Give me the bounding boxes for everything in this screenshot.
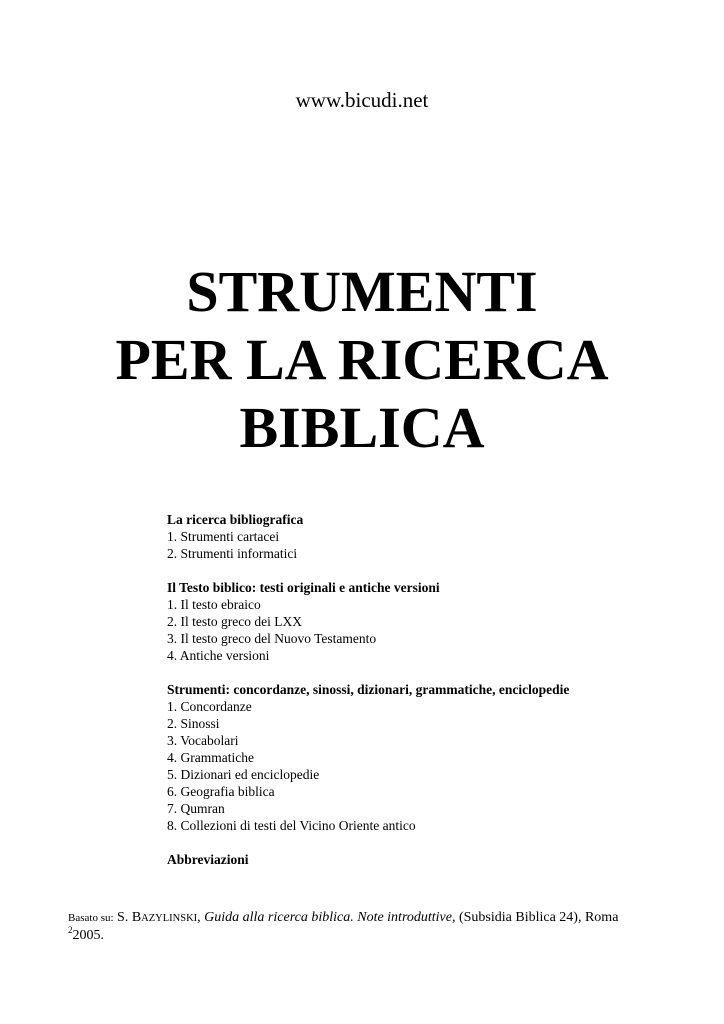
- toc-item: 8. Collezioni di testi del Vicino Oriente antico: [167, 818, 416, 833]
- toc-item: 1. Il testo ebraico: [167, 597, 261, 612]
- toc-item: 7. Qumran: [167, 801, 225, 816]
- title-line-1: STRUMENTI: [186, 259, 538, 324]
- document-title: [0, 258, 724, 462]
- toc-item: 5. Dizionari ed enciclopedie: [167, 767, 320, 782]
- toc-item: 2. Il testo greco dei LXX: [167, 614, 302, 629]
- toc-heading: Il Testo biblico: testi originali e antiche versioni: [167, 580, 440, 595]
- toc-item: 4. Antiche versioni: [167, 648, 270, 663]
- toc-item: 1. Concordanze: [167, 699, 252, 714]
- citation-year: 2005.: [72, 928, 104, 943]
- citation-author-initial: S. B: [117, 910, 142, 925]
- toc-item: 4. Grammatiche: [167, 750, 254, 765]
- toc-heading: Abbreviazioni: [167, 852, 249, 867]
- toc-section-testo-biblico: [167, 579, 667, 664]
- table-of-contents: [167, 511, 667, 885]
- toc-heading: La ricerca bibliografica: [167, 512, 304, 527]
- website-url: www.bicudi.net: [295, 88, 429, 112]
- toc-heading: Strumenti: concordanze, sinossi, dizionari, grammatiche, enciclopedie: [167, 682, 570, 697]
- citation-author-rest: AZYLINSKI: [141, 913, 198, 924]
- toc-item: 3. Vocabolari: [167, 733, 239, 748]
- toc-item: 1. Strumenti cartacei: [167, 529, 280, 544]
- toc-section-strumenti: [167, 681, 667, 834]
- toc-section-abbreviazioni: [167, 851, 667, 868]
- citation-series: , (Subsidia Biblica 24), Roma: [451, 910, 619, 925]
- source-citation: [68, 909, 668, 944]
- citation-prefix: Basato su:: [68, 912, 114, 924]
- citation-book-title: Guida alla ricerca biblica. Note introduttive: [204, 910, 452, 925]
- title-line-3: BIBLICA: [239, 395, 485, 460]
- toc-item: 2. Sinossi: [167, 716, 220, 731]
- citation-edition: 2: [68, 925, 73, 935]
- title-line-2: PER LA RICERCA: [115, 327, 609, 392]
- citation-comma: ,: [197, 910, 201, 925]
- toc-section-bibliografica: [167, 511, 667, 562]
- toc-item: 3. Il testo greco del Nuovo Testamento: [167, 631, 377, 646]
- toc-item: 6. Geografia biblica: [167, 784, 275, 799]
- toc-item: 2. Strumenti informatici: [167, 546, 298, 561]
